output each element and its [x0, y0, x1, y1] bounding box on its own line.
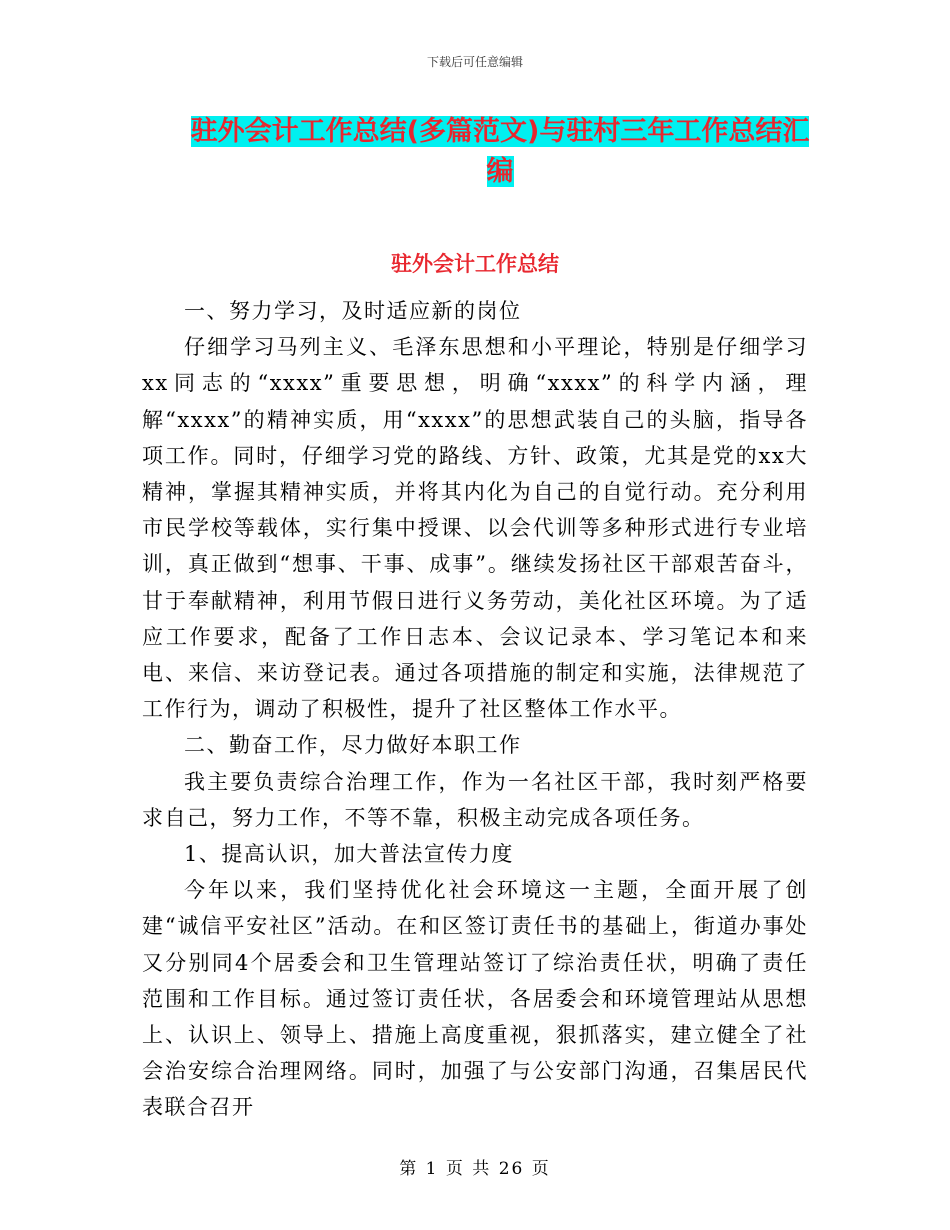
header-note: 下载后可任意编辑	[426, 55, 523, 69]
paragraph: 今年以来，我们坚持优化社会环境这一主题，全面开展了创建“诚信平安社区”活动。在和区签订责任书的基础上，街道办事处又分别同4个居委会和卫生管理站签订了综治责任状，明确了责任范围和工作目标。通过签订责任状，各居委会和环境管理站从思想上、认识上、领导上、措施上高度重视，狠抓落实，建立健全了社会治安综合治理网络。同时，加强了与公安部门沟通，召集居民代表联合召开	[142, 878, 808, 1120]
document-title-text: 驻外会计工作总结(多篇范文)与驻村三年工作总结汇编	[190, 116, 810, 187]
document-body	[142, 293, 808, 1126]
paragraph: 仔细学习马列主义、毛泽东思想和小平理论，特别是仔细学习xx同志的“xxxx”重要思想，明确“xxxx”的科学内涵，理解“xxxx”的精神实质，用“xxxx”的思想武装自己的头脑，指导各项工作。同时，仔细学习党的路线、方针、政策，尤其是党的xx大精神，掌握其精神实质，并将其内化为自己的自觉行动。充分利用市民学校等载体，实行集中授课、以会代训等多种形式进行专业培训，真正做到“想事、干事、成事”。继续发扬社区干部艰苦奋斗，甘于奉献精神，利用节假日进行义务劳动，美化社区环境。为了适应工作要求，配备了工作日志本、会议记录本、学习笔记本和来电、来信、来访登记表。通过各项措施的制定和实施，法律规范了工作行为，调动了积极性，提升了社区整体工作水平。	[142, 335, 808, 722]
section-title: 驻外会计工作总结	[391, 252, 559, 276]
paragraph-heading-1: 一、努力学习，及时适应新的岗位	[184, 299, 522, 323]
paragraph: 我主要负责综合治理工作，作为一名社区干部，我时刻严格要求自己，努力工作，不等不靠，积极主动完成各项任务。	[142, 769, 808, 830]
document-title	[190, 112, 810, 192]
paragraph-heading-2: 二、勤奋工作，尽力做好本职工作	[184, 733, 522, 758]
paragraph-subheading-1: 1、提高认识，加大普法宣传力度	[184, 842, 514, 867]
page-number-footer: 第 1 页 共 26 页	[399, 1159, 551, 1179]
